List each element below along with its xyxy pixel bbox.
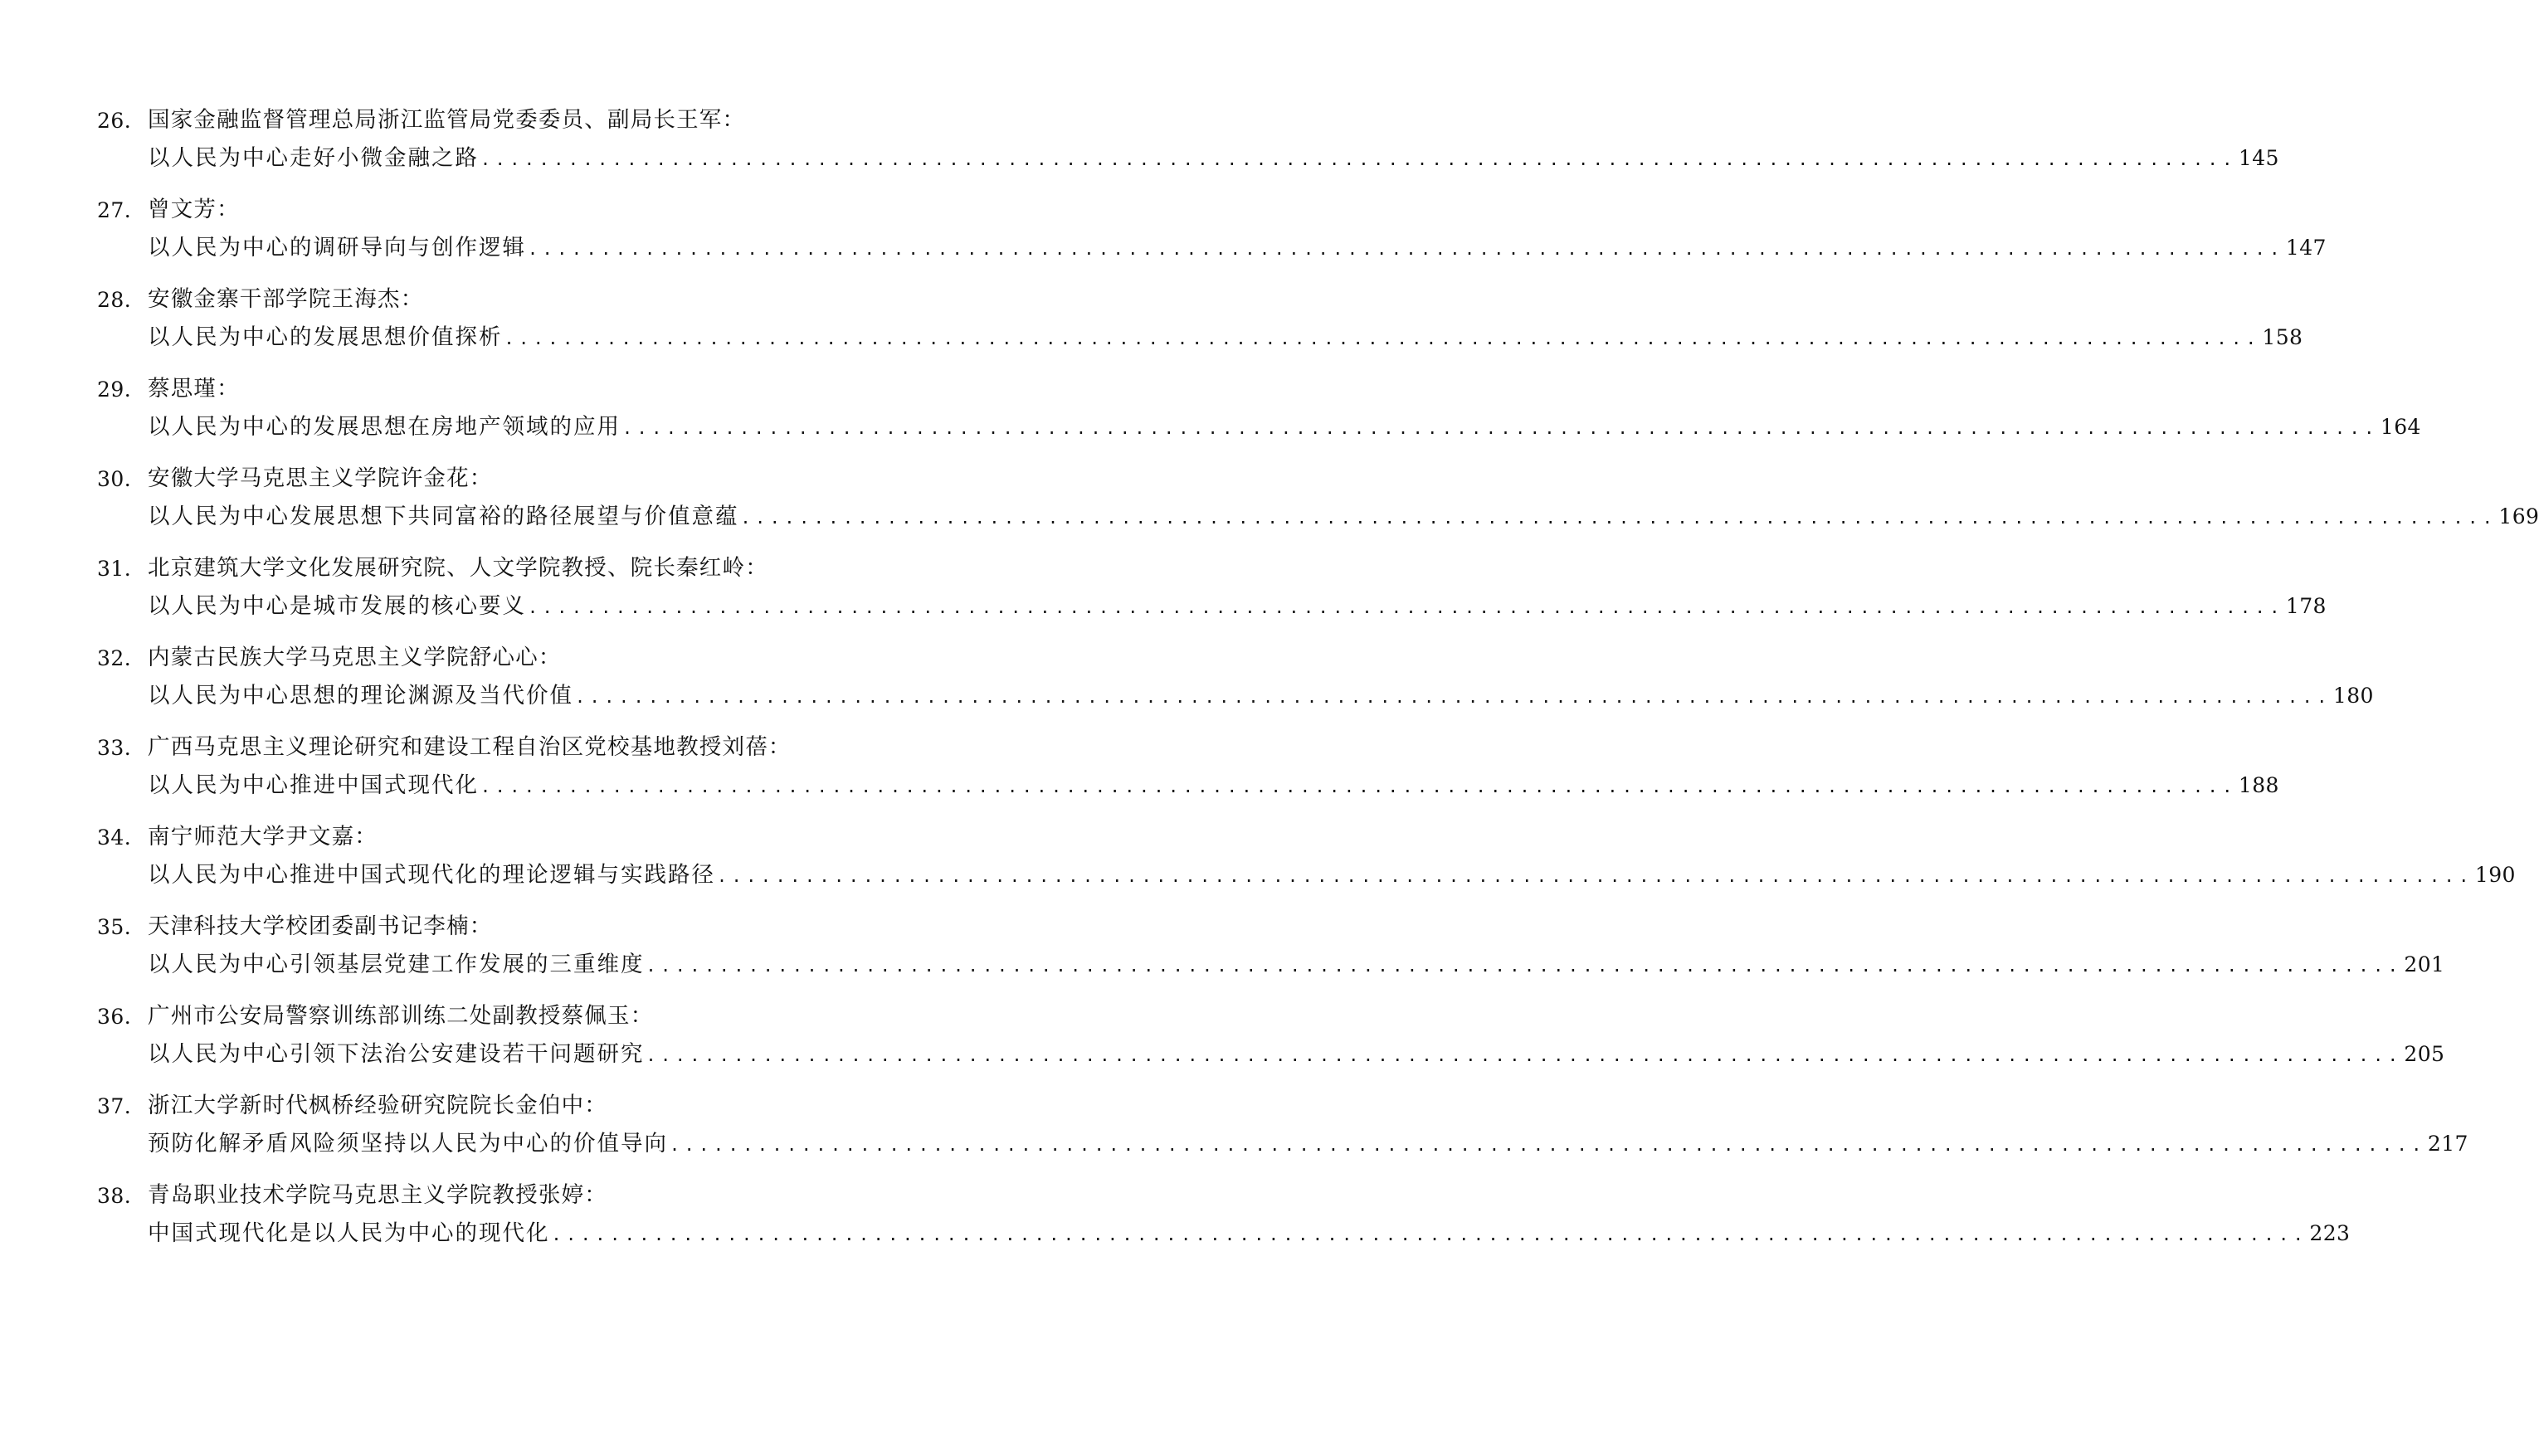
table-of-contents	[0, 100, 2539, 1264]
page-number: 145	[2238, 146, 2279, 170]
page-number: 147	[2285, 236, 2327, 260]
entry-author: 内蒙古民族大学马克思主义学院舒心心：	[148, 645, 562, 670]
toc-title-line[interactable]	[148, 234, 2327, 267]
entry-number: 29.	[97, 377, 132, 402]
toc-entry	[0, 279, 2303, 368]
toc-title-line[interactable]	[148, 1040, 2445, 1074]
toc-author-line	[0, 100, 1029, 143]
toc-entry	[0, 816, 2516, 906]
entry-author: 广西马克思主义理论研究和建设工程自治区党校基地教授刘蓓：	[148, 734, 792, 760]
entry-number: 35.	[97, 915, 132, 939]
toc-entry	[0, 1085, 2468, 1175]
toc-title-line[interactable]	[148, 861, 2516, 894]
dot-leader: ........................................................................................................................	[504, 329, 2261, 348]
toc-entry	[0, 996, 2445, 1085]
entry-number: 31.	[97, 557, 132, 581]
page-number: 190	[2474, 863, 2516, 887]
toc-title-line[interactable]	[148, 772, 2279, 805]
toc-author-line	[0, 279, 1029, 322]
entry-number: 36.	[97, 1005, 132, 1029]
entry-author: 安徽金寨干部学院王海杰：	[148, 286, 424, 312]
entry-author: 曾文芳：	[148, 197, 240, 222]
toc-title-line[interactable]	[148, 144, 2279, 178]
entry-number: 37.	[97, 1094, 132, 1118]
entry-author: 蔡思瑾：	[148, 376, 240, 402]
dot-leader: ........................................................................................................................	[551, 1225, 2308, 1244]
entry-number: 28.	[97, 288, 132, 312]
page-number: 223	[2309, 1221, 2351, 1245]
page-number: 217	[2427, 1132, 2468, 1156]
toc-entry	[0, 727, 2279, 816]
entry-author: 北京建筑大学文化发展研究院、人文学院教授、院长秦红岭：	[148, 555, 768, 581]
toc-entry	[0, 189, 2327, 279]
dot-leader: ........................................................................................................................	[575, 687, 2332, 707]
entry-number: 33.	[97, 736, 132, 760]
toc-title-line[interactable]	[148, 503, 2539, 536]
page-number: 158	[2262, 325, 2303, 349]
toc-author-line	[0, 548, 1029, 591]
page-number: 201	[2404, 952, 2445, 976]
entry-number: 26.	[97, 109, 132, 133]
entry-author: 天津科技大学校团委副书记李楠：	[148, 913, 493, 939]
toc-entry	[0, 100, 2279, 189]
toc-author-line	[0, 1175, 1029, 1218]
entry-title: 以人民为中心思想的理论渊源及当代价值	[148, 683, 573, 709]
dot-leader: ........................................................................................................................	[480, 149, 2237, 169]
toc-author-line	[0, 637, 1029, 680]
toc-author-line	[0, 368, 1029, 411]
page-number: 178	[2285, 594, 2327, 618]
dot-leader: ........................................................................................................................	[740, 508, 2498, 528]
dot-leader: ........................................................................................................................	[528, 239, 2284, 259]
toc-entry	[0, 458, 2539, 548]
toc-title-line[interactable]	[148, 951, 2445, 984]
toc-entry	[0, 637, 2374, 727]
dot-leader: ........................................................................................................................	[622, 418, 2379, 438]
toc-entry	[0, 548, 2327, 637]
page-number: 205	[2404, 1042, 2445, 1066]
entry-number: 38.	[97, 1184, 132, 1208]
entry-title: 以人民为中心推进中国式现代化的理论逻辑与实践路径	[148, 862, 715, 888]
toc-author-line	[0, 727, 1029, 770]
toc-entry	[0, 368, 2421, 458]
toc-title-line[interactable]	[148, 682, 2374, 715]
entry-title: 以人民为中心引领基层党建工作发展的三重维度	[148, 952, 645, 977]
toc-title-line[interactable]	[148, 324, 2303, 357]
entry-title: 以人民为中心推进中国式现代化	[148, 772, 479, 798]
toc-title-line[interactable]	[148, 1130, 2468, 1163]
toc-author-line	[0, 189, 1029, 232]
entry-title: 以人民为中心走好小微金融之路	[148, 145, 479, 171]
page-number: 180	[2332, 684, 2374, 708]
entry-title: 以人民为中心发展思想下共同富裕的路径展望与价值意蕴	[148, 504, 739, 529]
entry-author: 国家金融监督管理总局浙江监管局党委委员、副局长王军：	[148, 107, 746, 133]
entry-author: 浙江大学新时代枫桥经验研究院院长金伯中：	[148, 1093, 607, 1118]
toc-author-line	[0, 458, 1029, 501]
entry-author: 安徽大学马克思主义学院许金花：	[148, 465, 493, 491]
dot-leader: ........................................................................................................................	[646, 1045, 2403, 1065]
page-number: 169	[2498, 504, 2539, 528]
entry-title: 以人民为中心的发展思想价值探析	[148, 324, 503, 350]
entry-number: 27.	[97, 198, 132, 222]
toc-entry	[0, 906, 2445, 996]
toc-title-line[interactable]	[148, 592, 2327, 626]
entry-number: 34.	[97, 825, 132, 850]
entry-title: 预防化解矛盾风险须坚持以人民为中心的价值导向	[148, 1131, 668, 1157]
toc-author-line	[0, 1085, 1029, 1128]
entry-title: 以人民为中心是城市发展的核心要义	[148, 593, 526, 619]
dot-leader: ........................................................................................................................	[646, 956, 2403, 976]
entry-title: 以人民为中心的发展思想在房地产领域的应用	[148, 414, 621, 440]
dot-leader: ........................................................................................................................	[670, 1135, 2426, 1155]
entry-author: 广州市公安局警察训练部训练二处副教授蔡佩玉：	[148, 1003, 654, 1029]
entry-number: 30.	[97, 467, 132, 491]
entry-author: 南宁师范大学尹文嘉：	[148, 824, 378, 850]
dot-leader: ........................................................................................................................	[528, 597, 2284, 617]
page-number: 164	[2380, 415, 2421, 439]
dot-leader: ........................................................................................................................	[717, 866, 2473, 886]
page-number: 188	[2238, 773, 2279, 797]
entry-title: 以人民为中心引领下法治公安建设若干问题研究	[148, 1041, 645, 1067]
toc-entry	[0, 1175, 2351, 1264]
entry-author: 青岛职业技术学院马克思主义学院教授张婷：	[148, 1182, 607, 1208]
toc-title-line[interactable]	[148, 413, 2421, 446]
entry-number: 32.	[97, 646, 132, 670]
toc-author-line	[0, 816, 1029, 859]
dot-leader: ........................................................................................................................	[480, 777, 2237, 796]
toc-author-line	[0, 906, 1029, 949]
toc-title-line[interactable]	[148, 1220, 2351, 1253]
entry-title: 中国式现代化是以人民为中心的现代化	[148, 1220, 550, 1246]
toc-author-line	[0, 996, 1029, 1039]
entry-title: 以人民为中心的调研导向与创作逻辑	[148, 235, 526, 261]
